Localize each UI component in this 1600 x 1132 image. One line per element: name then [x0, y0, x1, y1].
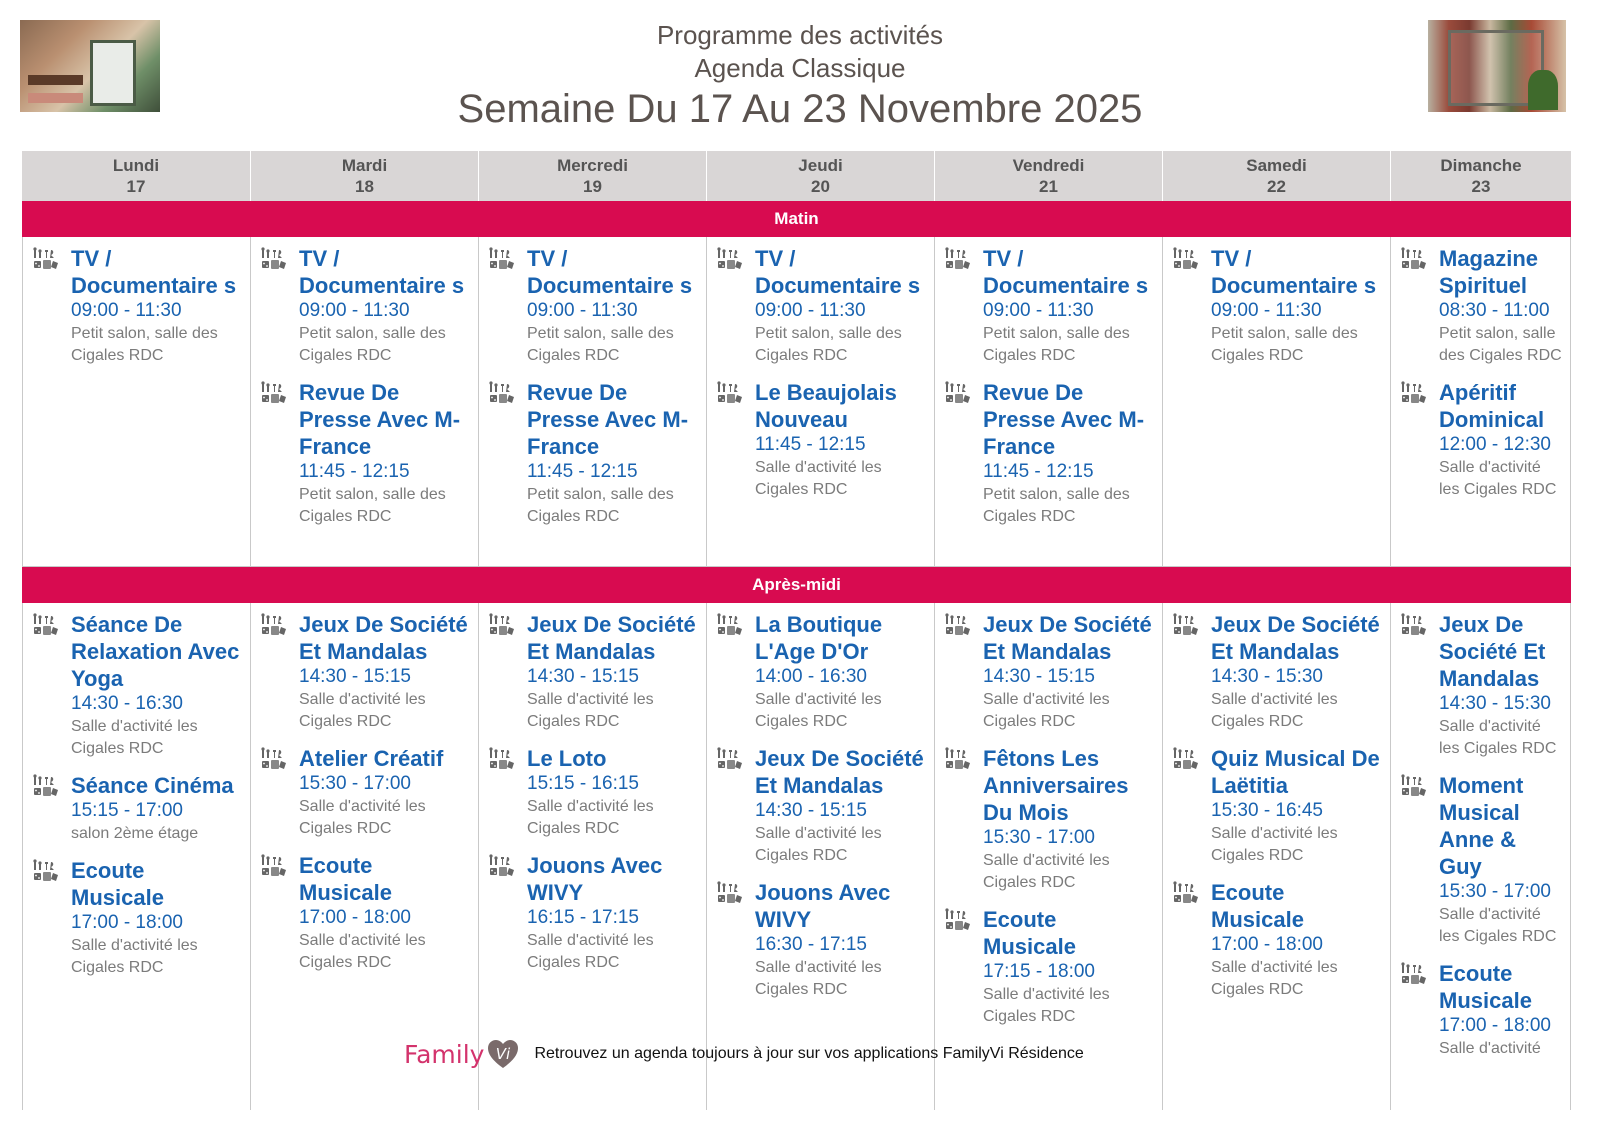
activity-location: Petit salon, salle des Cigales RDC	[1439, 325, 1562, 364]
activity-text	[299, 745, 478, 840]
day-name: Mercredi	[557, 156, 628, 175]
activity-location: Salle d'activité les Cigales RDC	[755, 459, 882, 498]
activity-item[interactable]	[945, 379, 1162, 528]
activity-text	[71, 772, 250, 845]
activity-icon	[945, 747, 971, 771]
activity-item[interactable]	[489, 379, 706, 528]
activity-time: 09:00 - 11:30	[71, 300, 182, 321]
activity-title: Ecoute Musicale	[983, 907, 1076, 959]
activity-icon	[489, 613, 515, 637]
activity-location: Petit salon, salle des Cigales RDC	[71, 325, 218, 364]
activity-time: 16:30 - 17:15	[755, 934, 867, 955]
activity-title: TV / Documentaire s	[1211, 246, 1377, 298]
activity-title: Quiz Musical De Laëtitia	[1211, 746, 1380, 798]
activity-item[interactable]	[33, 245, 250, 367]
day-header-jeudi	[706, 151, 934, 201]
activity-time: 09:00 - 11:30	[527, 300, 638, 321]
day-header-lundi	[22, 151, 250, 201]
activity-title: TV / Documentaire s	[527, 246, 693, 298]
activity-text	[755, 745, 934, 867]
activity-item[interactable]	[1401, 772, 1570, 948]
activity-text	[527, 245, 706, 367]
activity-icon	[1401, 247, 1427, 271]
activity-title: Revue De Presse Avec M-France	[299, 380, 461, 459]
morning-cell-mardi	[250, 237, 478, 567]
activity-location: Petit salon, salle des Cigales RDC	[755, 325, 902, 364]
activity-icon	[717, 881, 743, 905]
activity-icon	[945, 908, 971, 932]
day-header-vendredi	[934, 151, 1162, 201]
activity-title: TV / Documentaire s	[755, 246, 921, 298]
activity-time: 11:45 - 12:15	[755, 434, 866, 455]
activity-time: 09:00 - 11:30	[755, 300, 866, 321]
activity-time: 14:30 - 15:30	[1439, 693, 1551, 714]
activity-item[interactable]	[33, 772, 250, 845]
activity-time: 17:00 - 18:00	[299, 907, 411, 928]
afternoon-cell-dimanche	[1390, 603, 1571, 1110]
activity-item[interactable]	[1173, 745, 1390, 867]
morning-cell-lundi	[22, 237, 250, 567]
activity-item[interactable]	[489, 245, 706, 367]
activity-time: 09:00 - 11:30	[1211, 300, 1322, 321]
activity-location: Petit salon, salle des Cigales RDC	[527, 486, 674, 525]
afternoon-cell-mercredi	[478, 603, 706, 1110]
activity-icon	[33, 247, 59, 271]
activity-title: TV / Documentaire s	[983, 246, 1149, 298]
morning-band: Matin	[22, 201, 1571, 237]
activity-text	[299, 379, 478, 528]
activity-location: Petit salon, salle des Cigales RDC	[299, 486, 446, 525]
activity-title: Jouons Avec WIVY	[755, 880, 891, 932]
activity-icon	[33, 859, 59, 883]
activity-text	[71, 611, 250, 760]
footer	[404, 1037, 1144, 1071]
activity-title: Fêtons Les Anniversaires Du Mois	[983, 746, 1129, 825]
day-name: Vendredi	[1012, 156, 1085, 175]
activity-item[interactable]	[1173, 879, 1390, 1001]
morning-cell-mercredi	[478, 237, 706, 567]
activity-text	[527, 852, 706, 974]
activity-time: 14:00 - 16:30	[755, 666, 867, 687]
activity-icon	[489, 381, 515, 405]
activity-time: 12:00 - 12:30	[1439, 434, 1551, 455]
activity-title: Magazine Spirituel	[1439, 246, 1539, 298]
activity-title: Jeux De Société Et Mandalas	[527, 612, 696, 664]
activity-time: 17:00 - 18:00	[1211, 934, 1323, 955]
activity-icon	[33, 613, 59, 637]
activity-text	[1211, 245, 1390, 367]
activity-location: Petit salon, salle des Cigales RDC	[1211, 325, 1358, 364]
activity-text	[527, 611, 706, 733]
afternoon-cell-jeudi	[706, 603, 934, 1110]
activity-time: 11:45 - 12:15	[527, 461, 638, 482]
activity-title: Ecoute Musicale	[299, 853, 392, 905]
activity-location: Petit salon, salle des Cigales RDC	[299, 325, 446, 364]
activity-location: Salle d'activité les Cigales RDC	[299, 798, 426, 837]
header-subtitle: Agenda Classique	[694, 53, 906, 83]
activity-text	[71, 245, 250, 367]
agenda-grid	[22, 151, 1571, 1110]
activity-title: La Boutique L'Age D'Or	[755, 612, 883, 664]
activity-icon	[1401, 774, 1427, 798]
activity-title: Atelier Créatif	[299, 746, 444, 771]
activity-item[interactable]	[261, 379, 478, 528]
logo-text: Family	[404, 1039, 485, 1069]
week-title: Semaine Du 17 Au 23 Novembre 2025	[457, 87, 1143, 131]
activity-item[interactable]	[945, 611, 1162, 733]
header-title: Programme des activités	[656, 20, 944, 50]
activity-time: 14:30 - 15:15	[983, 666, 1095, 687]
activity-title: Le Beaujolais Nouveau	[755, 380, 897, 432]
activity-location: Salle d'activité les Cigales RDC	[1211, 691, 1338, 730]
activity-time: 11:45 - 12:15	[983, 461, 1094, 482]
afternoon-row	[22, 603, 1571, 1110]
afternoon-band: Après-midi	[22, 567, 1571, 603]
activity-title: Ecoute Musicale	[71, 858, 164, 910]
activity-item[interactable]	[717, 611, 934, 733]
day-name: Mardi	[341, 156, 388, 175]
activity-location: Salle d'activité les Cigales RDC	[527, 798, 654, 837]
activity-time: 17:00 - 18:00	[71, 912, 183, 933]
activity-item[interactable]	[1401, 611, 1570, 760]
activity-icon	[1401, 381, 1427, 405]
day-header-mardi	[250, 151, 478, 201]
activity-location: Salle d'activité les Cigales RDC	[527, 691, 654, 730]
activity-icon	[945, 247, 971, 271]
activity-icon	[945, 613, 971, 637]
activity-time: 14:30 - 15:15	[299, 666, 411, 687]
morning-cell-dimanche	[1390, 237, 1571, 567]
activity-text	[983, 745, 1162, 894]
activity-text	[527, 379, 706, 528]
activity-icon	[489, 247, 515, 271]
activity-location: Salle d'activité les Cigales RDC	[299, 691, 426, 730]
activity-location: Petit salon, salle des Cigales RDC	[983, 486, 1130, 525]
activity-title: Revue De Presse Avec M-France	[527, 380, 689, 459]
activity-location: Salle d'activité les Cigales RDC	[1211, 825, 1338, 864]
activity-icon	[261, 247, 287, 271]
activity-text	[1439, 772, 1570, 948]
activity-title: Jeux De Société Et Mandalas	[1211, 612, 1380, 664]
activity-title: Revue De Presse Avec M-France	[983, 380, 1145, 459]
activity-item[interactable]	[1401, 960, 1570, 1060]
day-number: 21	[1039, 177, 1058, 196]
activity-location: Petit salon, salle des Cigales RDC	[527, 325, 674, 364]
day-number: 20	[811, 177, 830, 196]
activity-icon	[717, 247, 743, 271]
afternoon-cell-mardi	[250, 603, 478, 1110]
activity-title: Séance Cinéma	[71, 773, 234, 798]
activity-time: 14:30 - 15:15	[755, 800, 867, 821]
activity-text	[1211, 879, 1390, 1001]
activity-title: Jouons Avec WIVY	[527, 853, 663, 905]
activity-text	[299, 852, 478, 974]
activity-text	[755, 879, 934, 1001]
day-header-dimanche	[1390, 151, 1571, 201]
activity-icon	[1173, 613, 1199, 637]
day-number: 23	[1471, 177, 1491, 196]
activity-location: Salle d'activité les Cigales RDC	[299, 932, 426, 971]
day-number: 19	[583, 177, 602, 196]
activity-location: salon 2ème étage	[71, 825, 199, 842]
activity-text	[527, 745, 706, 840]
activity-location: Salle d'activité les Cigales RDC	[1439, 718, 1557, 757]
afternoon-cell-lundi	[22, 603, 250, 1110]
activity-title: Séance De Relaxation Avec Yoga	[71, 612, 240, 691]
activity-item[interactable]	[261, 245, 478, 367]
activity-title: Moment Musical Anne & Guy	[1439, 773, 1524, 879]
activity-location: Salle d'activité les Cigales RDC	[983, 691, 1110, 730]
activity-location: Salle d'activité les Cigales RDC	[755, 691, 882, 730]
activity-title: Jeux De Société Et Mandalas	[983, 612, 1152, 664]
day-name: Jeudi	[798, 156, 843, 175]
activity-location: Salle d'activité les Cigales RDC	[1439, 906, 1557, 945]
activity-icon	[717, 747, 743, 771]
day-number: 22	[1267, 177, 1286, 196]
activity-text	[755, 245, 934, 367]
activity-icon	[489, 747, 515, 771]
activity-icon	[489, 854, 515, 878]
activity-title: Jeux De Société Et Mandalas	[755, 746, 924, 798]
activity-location: Salle d'activité les Cigales RDC	[983, 986, 1110, 1025]
activity-time: 15:15 - 16:15	[527, 773, 639, 794]
activity-title: Le Loto	[527, 746, 607, 771]
activity-title: Jeux De Société Et Mandalas	[1439, 612, 1546, 691]
activity-time: 15:30 - 16:45	[1211, 800, 1323, 821]
activity-title: TV / Documentaire s	[71, 246, 237, 298]
activity-item[interactable]	[33, 611, 250, 760]
activity-time: 15:15 - 17:00	[71, 800, 183, 821]
day-header-samedi	[1162, 151, 1390, 201]
activity-icon	[261, 613, 287, 637]
activity-icon	[1173, 881, 1199, 905]
day-name: Lundi	[112, 156, 160, 175]
day-header-row	[22, 151, 1571, 201]
activity-time: 17:00 - 18:00	[1439, 1015, 1551, 1036]
activity-time: 09:00 - 11:30	[299, 300, 410, 321]
footer-message: Retrouvez un agenda toujours à jour sur vos applications FamilyVi Résidence	[534, 1045, 1084, 1062]
day-header-mercredi	[478, 151, 706, 201]
activity-title: TV / Documentaire s	[299, 246, 465, 298]
activity-icon	[33, 774, 59, 798]
activity-text	[71, 857, 250, 979]
activity-icon	[1173, 747, 1199, 771]
afternoon-cell-vendredi	[934, 603, 1162, 1110]
activity-location: Salle d'activité les Cigales RDC	[1211, 959, 1338, 998]
activity-item[interactable]	[33, 857, 250, 979]
activity-item[interactable]	[261, 745, 478, 840]
activity-item[interactable]	[945, 745, 1162, 894]
activity-text	[1211, 611, 1390, 733]
activity-title: Jeux De Société Et Mandalas	[299, 612, 468, 664]
activity-location: Salle d'activité les Cigales RDC	[755, 959, 882, 998]
activity-text	[1439, 245, 1570, 367]
page-header	[0, 18, 1600, 134]
activity-text	[1439, 379, 1570, 501]
activity-location: Petit salon, salle des Cigales RDC	[983, 325, 1130, 364]
activity-item[interactable]	[489, 611, 706, 733]
morning-row	[22, 237, 1571, 567]
activity-location: Salle d'activité les Cigales RDC	[1439, 459, 1557, 498]
day-number: 18	[355, 177, 374, 196]
activity-icon	[1401, 613, 1427, 637]
activity-time: 14:30 - 15:30	[1211, 666, 1323, 687]
activity-item[interactable]	[1401, 245, 1570, 367]
day-name: Dimanche	[1440, 156, 1522, 175]
activity-text	[983, 379, 1162, 528]
activity-item[interactable]	[261, 852, 478, 974]
activity-time: 16:15 - 17:15	[527, 907, 639, 928]
activity-text	[983, 906, 1162, 1028]
activity-icon	[261, 854, 287, 878]
activity-time: 14:30 - 16:30	[71, 693, 183, 714]
activity-location: Salle d'activité les Cigales RDC	[983, 852, 1110, 891]
activity-text	[299, 611, 478, 733]
activity-item[interactable]	[717, 379, 934, 501]
activity-icon	[717, 381, 743, 405]
activity-time: 15:30 - 17:00	[1439, 881, 1551, 902]
activity-location: Salle d'activité les Cigales RDC	[527, 932, 654, 971]
activity-text	[1211, 745, 1390, 867]
activity-text	[1439, 960, 1570, 1060]
familyvi-logo	[404, 1038, 520, 1070]
activity-item[interactable]	[261, 611, 478, 733]
activity-text	[755, 379, 934, 501]
activity-item[interactable]	[945, 906, 1162, 1028]
activity-icon	[1173, 247, 1199, 271]
activity-time: 17:15 - 18:00	[983, 961, 1095, 982]
activity-item[interactable]	[489, 852, 706, 974]
activity-item[interactable]	[945, 245, 1162, 367]
morning-cell-jeudi	[706, 237, 934, 567]
activity-location: Salle d'activité les Cigales RDC	[755, 825, 882, 864]
activity-time: 15:30 - 17:00	[299, 773, 411, 794]
activity-item[interactable]	[1173, 245, 1390, 367]
activity-item[interactable]	[717, 745, 934, 867]
afternoon-cell-samedi	[1162, 603, 1390, 1110]
activity-title: Apéritif Dominical	[1439, 380, 1545, 432]
activity-text	[983, 245, 1162, 367]
activity-time: 09:00 - 11:30	[983, 300, 1094, 321]
activity-text	[299, 245, 478, 367]
activity-icon	[717, 613, 743, 637]
activity-icon	[945, 381, 971, 405]
activity-item[interactable]	[489, 745, 706, 840]
activity-time: 14:30 - 15:15	[527, 666, 639, 687]
activity-time: 11:45 - 12:15	[299, 461, 410, 482]
activity-icon	[261, 747, 287, 771]
heart-logo-icon	[486, 1038, 520, 1070]
activity-title: Ecoute Musicale	[1439, 961, 1532, 1013]
activity-time: 15:30 - 17:00	[983, 827, 1095, 848]
logo-mark: Vi	[496, 1045, 511, 1063]
activity-location: Salle d'activité les Cigales RDC	[71, 718, 198, 757]
activity-text	[983, 611, 1162, 733]
activity-item[interactable]	[717, 245, 934, 367]
day-number: 17	[126, 177, 146, 196]
activity-item[interactable]	[1401, 379, 1570, 501]
activity-text	[1439, 611, 1570, 760]
activity-item[interactable]	[717, 879, 934, 1001]
activity-time: 08:30 - 11:00	[1439, 300, 1550, 321]
activity-icon	[261, 381, 287, 405]
activity-location: Salle d'activité les Cigales RDC	[71, 937, 198, 976]
activity-location: Salle d'activité	[1439, 1040, 1541, 1057]
morning-cell-samedi	[1162, 237, 1390, 567]
activity-text	[755, 611, 934, 733]
activity-item[interactable]	[1173, 611, 1390, 733]
morning-cell-vendredi	[934, 237, 1162, 567]
activity-icon	[1401, 962, 1427, 986]
day-name: Samedi	[1246, 156, 1307, 175]
activity-title: Ecoute Musicale	[1211, 880, 1304, 932]
